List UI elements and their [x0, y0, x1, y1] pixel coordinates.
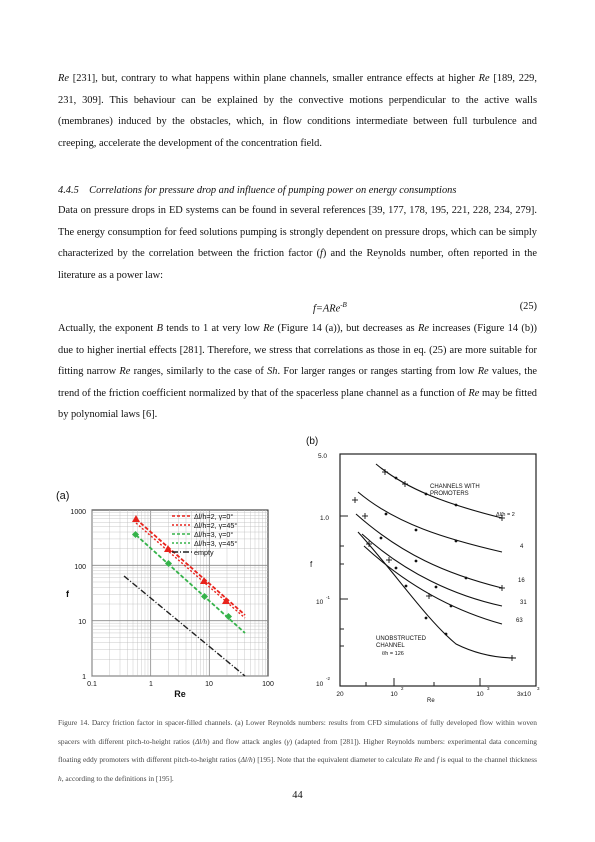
- x-tick-100: 100: [262, 681, 274, 688]
- svg-text:10: 10: [316, 681, 324, 688]
- label-channel: CHANNEL: [376, 643, 405, 649]
- x-tick-10: 10: [205, 681, 213, 688]
- y-tick-1: 1: [82, 674, 86, 681]
- x-tick-0.1: 0.1: [87, 681, 97, 688]
- svg-text:-1: -1: [326, 595, 331, 600]
- figure-a-panel-label: (a): [56, 490, 70, 502]
- svg-text:10: 10: [316, 599, 324, 606]
- equation-number: (25): [519, 301, 537, 312]
- svg-text:Δl/h=2, γ=0°: Δl/h=2, γ=0°: [194, 512, 234, 521]
- page-number: 44: [292, 790, 303, 801]
- svg-text:Δl/h=3, γ=45°: Δl/h=3, γ=45°: [194, 539, 238, 548]
- label-lh126: ℓ/h = 126: [382, 651, 404, 657]
- svg-text:1.0: 1.0: [320, 515, 330, 522]
- y-axis-label: f: [66, 589, 69, 599]
- svg-text:3x10: 3x10: [516, 691, 532, 698]
- svg-text:10: 10: [476, 691, 484, 698]
- label-ratio: Δl/h = 2: [496, 512, 515, 518]
- paragraph-1: Re [231], but, contrary to what happens within plane channels, smaller entrance effects at higher Re [189, 229, 231, 309]. This behaviour can be explained by the convective motions perpendicular to the active walls (membranes) induced by the obstacles, which, in flow conditions intermediate between full turbulence and creeping, accelerate the development of the concentration field.: [58, 73, 537, 149]
- svg-text:Δl/h=2, γ=45°: Δl/h=2, γ=45°: [194, 521, 238, 530]
- svg-text:20: 20: [336, 691, 344, 698]
- svg-text:3: 3: [537, 686, 540, 691]
- y-tick-10: 10: [78, 619, 86, 626]
- label-4: 4: [520, 544, 524, 550]
- svg-text:empty: empty: [194, 548, 214, 557]
- svg-text:3: 3: [487, 686, 490, 691]
- svg-text:10: 10: [390, 691, 398, 698]
- figure-b-panel-label: (b): [306, 436, 319, 447]
- svg-text:2: 2: [401, 686, 404, 691]
- var-re: Re: [58, 73, 69, 84]
- x-axis-label: Re: [174, 689, 186, 699]
- figure-caption: Figure 14. Darcy friction factor in spacer-filled channels. (a) Lower Reynolds numbers: results from CFD simulations of fully developed flow within woven spacers with different pitch-to-height ratios (Δl/h) and flow attack angles (γ) (adapted from [281]). Higher Reynolds numbers: experimental data concerning floating eddy promoters with different pitch-to-height ratios (Δl/h) [195]. Note that the equivalent diameter to calculate Re and f is equal to the channel thickness h, according to the definitions in [195].: [58, 718, 537, 783]
- label-63: 63: [516, 618, 523, 624]
- figure-b: [306, 434, 544, 706]
- section-heading: 4.4.5 Correlations for pressure drop and influence of pumping power on energy consumptions: [58, 185, 457, 196]
- figure-b-x-axis-label: Re: [427, 698, 435, 704]
- paragraph-3: Actually, the exponent B tends to 1 at very low Re (Figure 14 (a)), but decreases as Re increases (Figure 14 (b)) due to higher inertial effects [281]. Therefore, we stress that correlations as those in eq. (25) are more suitable for fitting narrow Re ranges, similarly to the case of Sh. For larger ranges or ranges starting from low Re values, the trend of the friction coefficient normalized by that of the spacerless plane channel as a function of Re may be fitted by polynomial laws [6].: [58, 323, 538, 420]
- svg-text:5.0: 5.0: [318, 453, 328, 460]
- y-tick-100: 100: [74, 564, 86, 571]
- equation-25: f=ARe$^{-B}$ (25): [313, 301, 537, 315]
- label-promoters: PROMOTERS: [430, 491, 469, 497]
- label-31: 31: [520, 600, 527, 606]
- x-tick-1: 1: [149, 681, 153, 688]
- label-channels-with: CHANNELS WITH: [430, 484, 480, 490]
- svg-text:Δl/h=3, γ=0°: Δl/h=3, γ=0°: [194, 530, 234, 539]
- figure-a: [56, 485, 296, 700]
- figure-b-y-axis-label: f: [310, 560, 313, 569]
- y-tick-1000: 1000: [70, 509, 86, 516]
- label-unobstructed: UNOBSTRUCTED: [376, 636, 427, 642]
- svg-text:-2: -2: [326, 676, 331, 681]
- paragraph-2: Data on pressure drops in ED systems can be found in several references [39, 177, 178, 195, 221, 228, 234, 279]. The energy consumption for feed solutions pumping is strongly dependent on pressure drops, which can be simply characterized by the correlation between the friction factor (f) and the Reynolds number, often reported in the literature as a power law:: [58, 205, 537, 281]
- label-16: 16: [518, 578, 525, 584]
